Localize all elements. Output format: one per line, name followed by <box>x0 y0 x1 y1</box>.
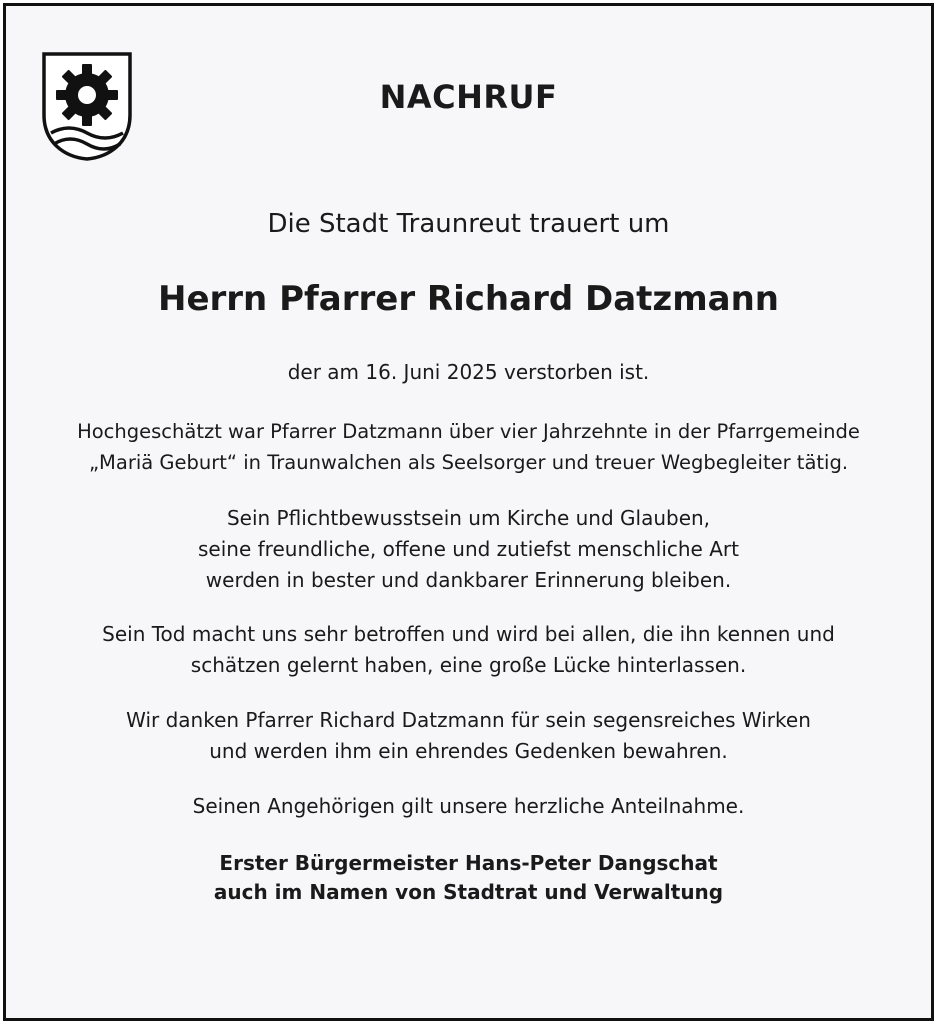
paragraph-line: schätzen gelernt haben, eine große Lücke hinterlassen. <box>190 653 747 677</box>
obituary-notice <box>3 3 934 1021</box>
paragraph-line: und werden ihm ein ehrendes Gedenken bewahren. <box>209 739 728 763</box>
notice-title: NACHRUF <box>379 78 558 116</box>
paragraph-line: Wir danken Pfarrer Richard Datzmann für sein segensreiches Wirken <box>126 708 811 732</box>
paragraph-line: Seinen Angehörigen gilt unsere herzliche Anteilnahme. <box>192 794 745 818</box>
paragraph-line: „Mariä Geburt“ in Traunwalchen als Seelsorger und treuer Wegbegleiter tätig. <box>88 451 849 474</box>
paragraph-character <box>6 503 931 596</box>
paragraph-tribute <box>6 416 931 478</box>
notice-intro: Die Stadt Traunreut trauert um <box>267 209 670 239</box>
date-line: der am 16. Juni 2025 verstorben ist. <box>287 360 650 384</box>
paragraph-thanks <box>6 705 931 767</box>
paragraph-line: Sein Pflichtbewusstsein um Kirche und Glauben, <box>226 506 711 530</box>
paragraph-line: werden in bester und dankbarer Erinnerung bleiben. <box>205 568 732 592</box>
paragraph-line: Sein Tod macht uns sehr betroffen und wird bei allen, die ihn kennen und <box>102 622 835 646</box>
paragraph-condolence <box>6 791 931 822</box>
signature-mayor: Erster Bürgermeister Hans-Peter Dangschat <box>219 851 718 875</box>
signature-council: auch im Namen von Stadtrat und Verwaltung <box>213 880 724 904</box>
paragraph-loss <box>6 619 931 681</box>
paragraph-line: Hochgeschätzt war Pfarrer Datzmann über vier Jahrzehnte in der Pfarrgemeinde <box>77 420 860 443</box>
notice-text <box>6 6 931 1018</box>
paragraph-line: seine freundliche, offene und zutiefst menschliche Art <box>198 537 739 561</box>
deceased-name: Herrn Pfarrer Richard Datzmann <box>157 279 779 319</box>
